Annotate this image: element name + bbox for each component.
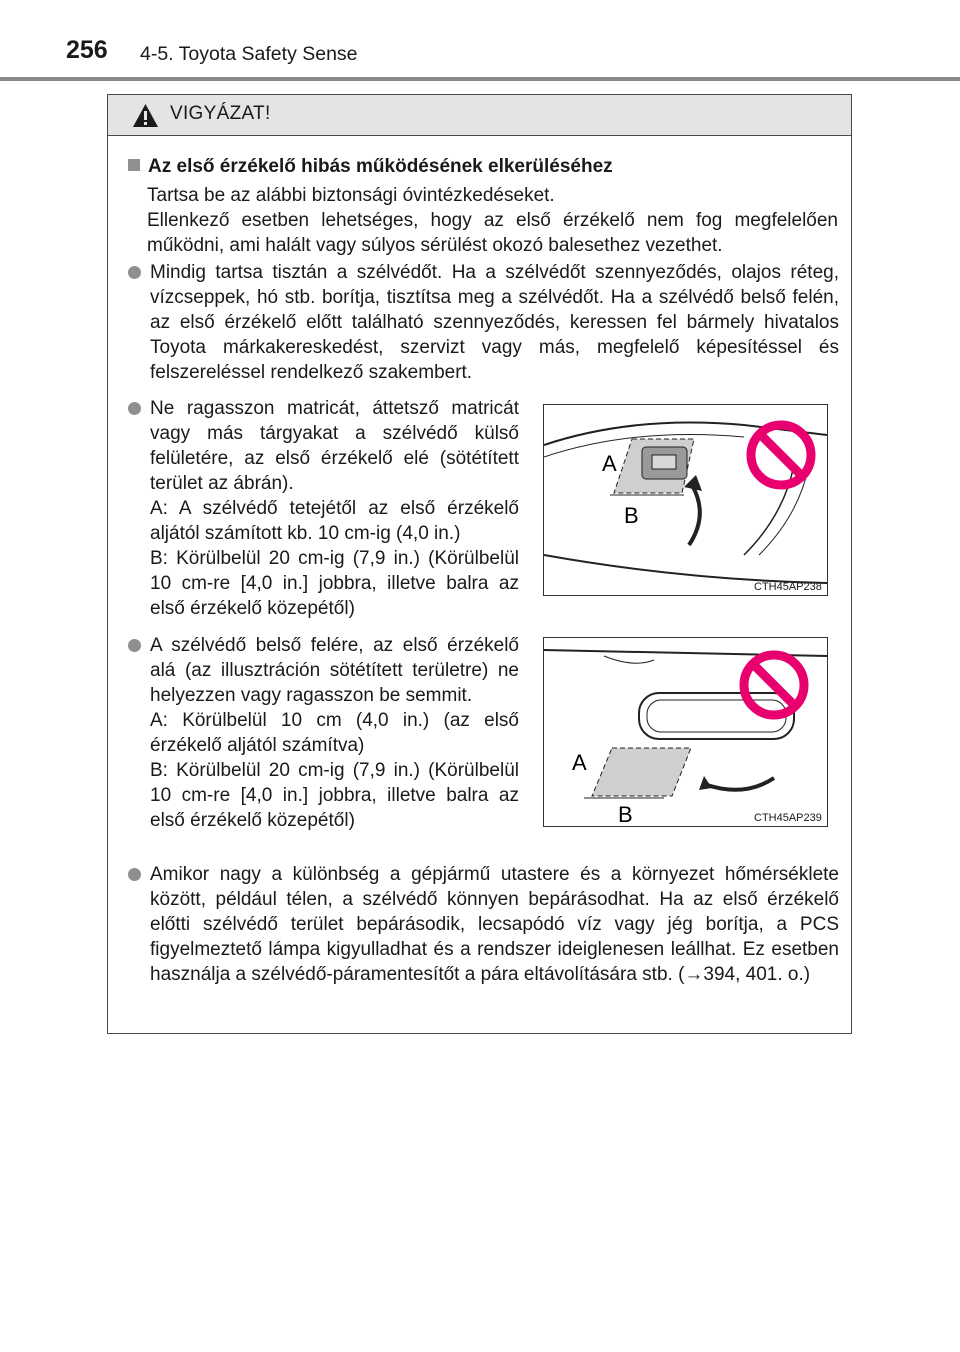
figure2-label-a: A <box>572 750 587 775</box>
bullet-icon <box>128 639 141 652</box>
bullet-2-item-a: A: A szélvédő tetejétől az első érzékelő aljától számított kb. 10 cm-ig (4,0 in.) <box>150 498 519 544</box>
warning-header <box>108 95 851 136</box>
bullet-icon <box>128 868 141 881</box>
windshield-illustration <box>544 405 827 595</box>
header-rule <box>0 77 960 81</box>
page-number: 256 <box>66 36 108 64</box>
bullet-2-item-b: B: Körülbelül 20 cm-ig (7,9 in.) (Körülbelül 10 cm-re [4,0 in.] jobbra, illetve balra az első érzékelő közepétől) <box>150 548 519 619</box>
bullet-2-text: Ne ragasszon matricát, áttetsző matricát vagy más tárgyakat a szélvédő külső felületére, az első érzékelő elé (sötétített terület az ábrán). <box>150 398 519 494</box>
section-heading: Az első érzékelő hibás működésének elkerüléséhez <box>128 156 613 178</box>
bullet-2-block <box>150 396 519 621</box>
intro-line-2: Ellenkező esetben lehetséges, hogy az első érzékelő nem fog megfelelően működni, ami halált vagy súlyos sérülést okozó balesethez vezethet. <box>147 210 838 256</box>
prohibited-icon <box>751 425 811 485</box>
figure1-label-b: B <box>624 503 639 528</box>
bullet-3-item-b: B: Körülbelül 20 cm-ig (7,9 in.) (Körülbelül 10 cm-re [4,0 in.] jobbra, illetve balra az első érzékelő közepétől) <box>150 760 519 831</box>
bullet-4-text: Amikor nagy a különbség a gépjármű utastere és a környezet hőmérséklete között, például télen, a szélvédő könnyen bepárásodhat. Ha az első érzékelő előtti szélvédő terület bepárásodik, lecsapódó víz vagy jég borítja, a PCS figyelmeztető lámpa kigyulladhat és a rendszer ideiglenesen leállhat. Ez esetben használja a szélvédő-páramentesítőt a pára eltávolítására stb. (→394, 401. o.) <box>150 864 839 985</box>
figure1-code: CTH45AP238 <box>754 581 822 593</box>
figure2-label-b: B <box>618 802 633 826</box>
figure-windshield-inside <box>543 637 828 827</box>
figure1-label-a: A <box>602 451 617 476</box>
figure-windshield-outside <box>543 404 828 596</box>
intro-line-1: Tartsa be az alábbi biztonsági óvintézkedéseket. <box>147 185 555 206</box>
warning-title: VIGYÁZAT! <box>170 103 271 124</box>
figure2-code: CTH45AP239 <box>754 812 822 824</box>
bullet-icon <box>128 266 141 279</box>
section-title: 4-5. Toyota Safety Sense <box>140 43 358 65</box>
bullet-3-block <box>150 633 519 833</box>
square-bullet-icon <box>128 159 140 171</box>
bullet-1-text: Mindig tartsa tisztán a szélvédőt. Ha a szélvédőt szennyeződés, olajos réteg, vízcseppek, hó stb. borítja, tisztítsa meg a szélvédőt. Ha a szélvédő belső felén, az első érzékelő előtt található szennyeződés, keressen fel bármely hivatalos Toyota márkakereskedést, szervizt vagy más, megfelelő képesítéssel és felszereléssel rendelkező szakembert. <box>150 262 839 383</box>
bullet-3-item-a: A: Körülbelül 10 cm (4,0 in.) (az első érzékelő aljától számítva) <box>150 710 519 756</box>
bullet-3-text: A szélvédő belső felére, az első érzékelő alá (az illusztráción sötétített területre) ne helyezzen vagy ragasszon be semmit. <box>150 635 519 706</box>
bullet-icon <box>128 402 141 415</box>
warning-triangle-icon <box>132 103 159 128</box>
mirror-illustration <box>544 638 827 826</box>
